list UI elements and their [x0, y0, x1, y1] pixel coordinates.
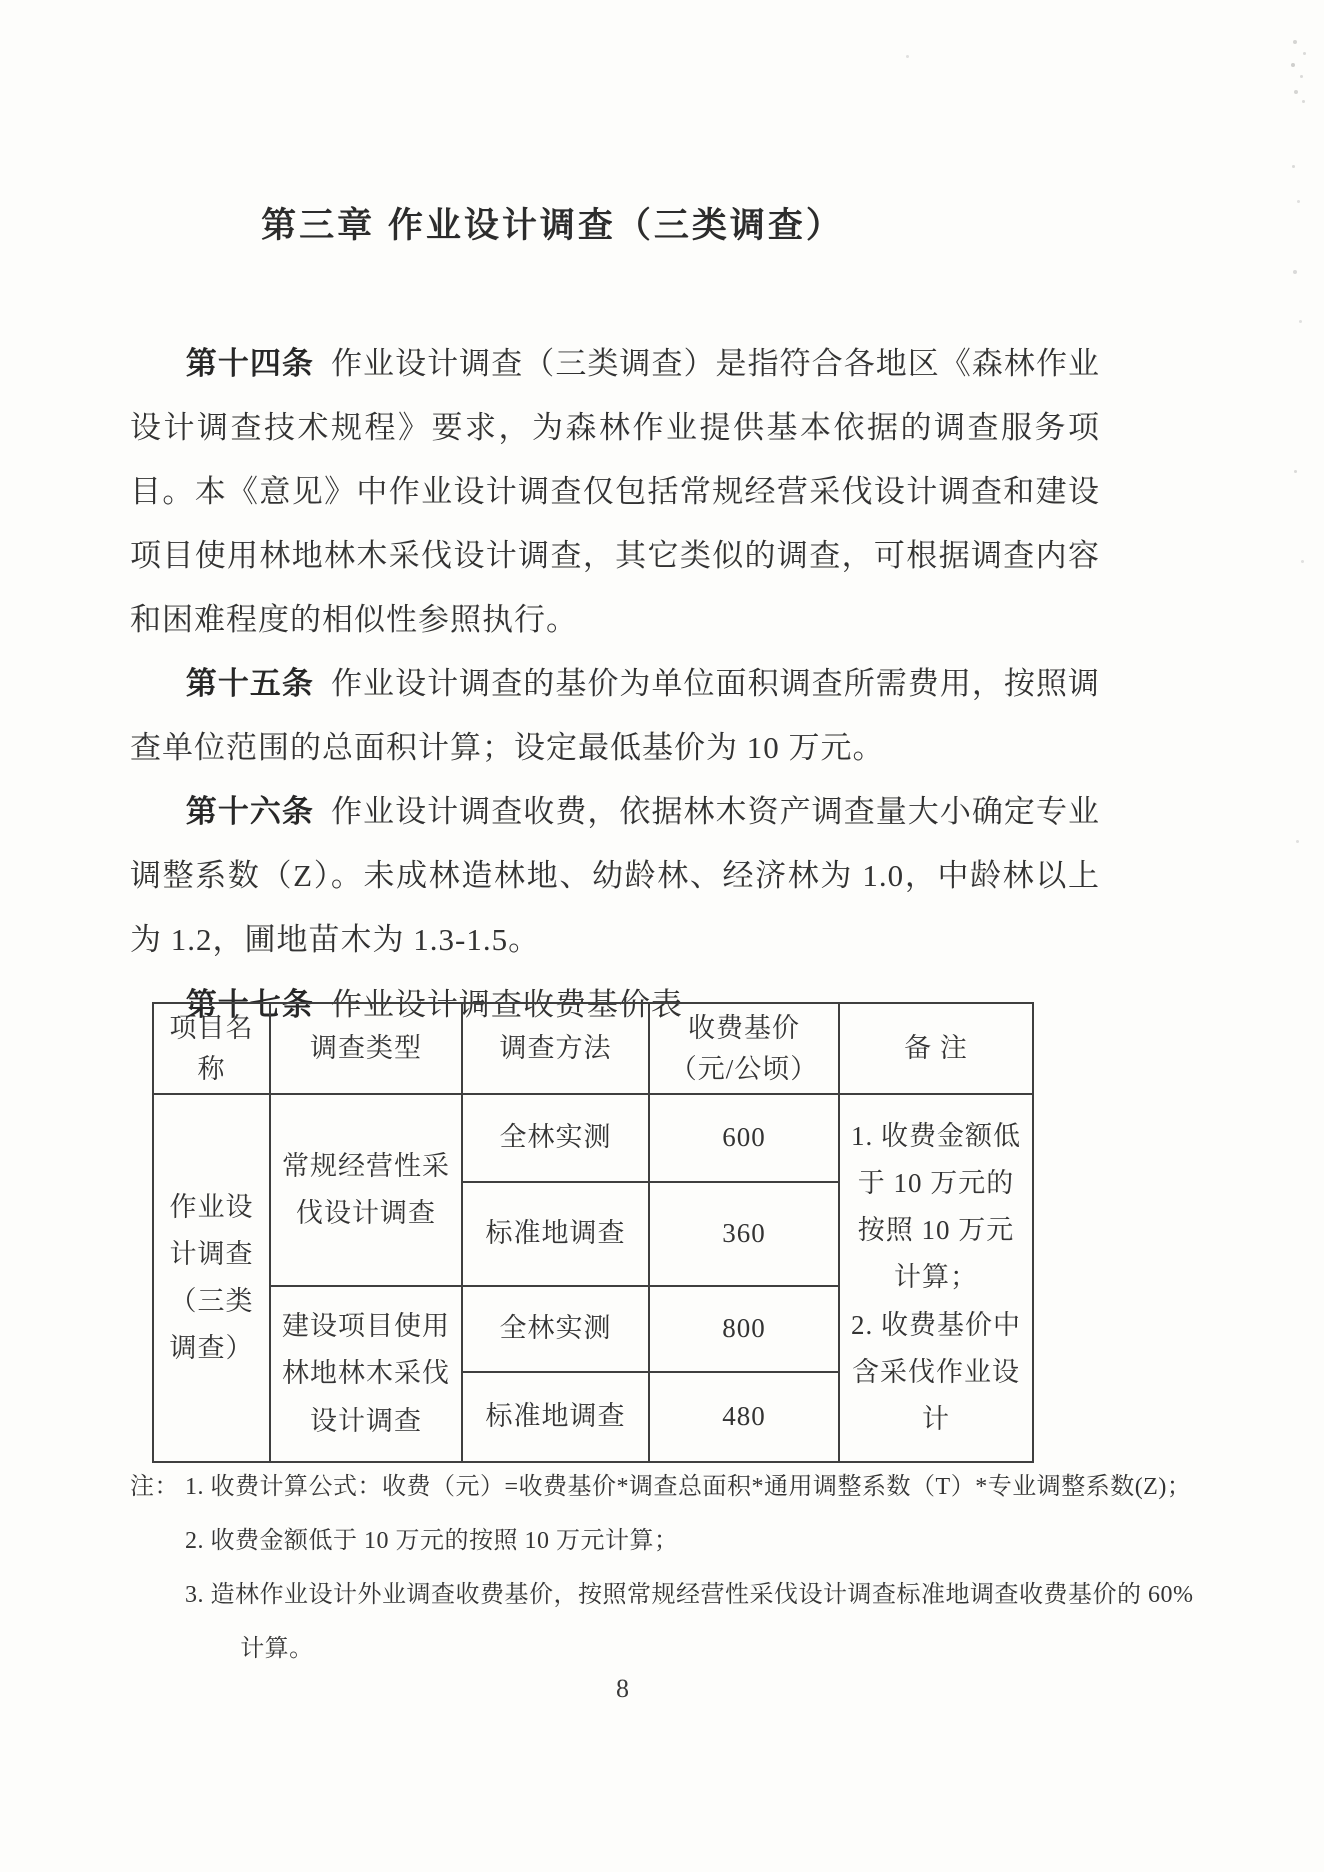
note-item-1: 1. 收费计算公式：收费（元）=收费基价*调查总面积*通用调整系数（T）*专业调整系数(Z)； — [185, 1474, 1192, 1500]
remark-item-2: 2. 收费基价中含采伐作业设计 — [851, 1309, 1021, 1435]
remark-item-1: 1. 收费金额低于 10 万元的按照 10 万元计算； — [851, 1120, 1021, 1293]
scan-speck — [1303, 52, 1306, 55]
scan-speck — [1291, 63, 1295, 67]
scan-speck — [1301, 560, 1304, 563]
cell-remarks — [839, 1094, 1033, 1462]
header-survey-type: 调查类型 — [270, 1003, 462, 1094]
article-14-text: 作业设计调查（三类调查）是指符合各地区《森林作业设计调查技术规程》要求，为森林作业提供基本依据的调查服务项目。本《意见》中作业设计调查仅包括常规经营采伐设计调查和建设项目使用林地林木采伐设计调查，其它类似的调查，可根据调查内容和困难程度的相似性参照执行。 — [130, 346, 1100, 637]
cell-method-2: 标准地调查 — [462, 1182, 649, 1286]
note-item-2: 2. 收费金额低于 10 万元的按照 10 万元计算； — [185, 1528, 679, 1554]
table-row — [153, 1094, 1033, 1182]
scan-speck — [1293, 40, 1297, 44]
scan-speck — [1293, 270, 1297, 274]
chapter-title: 第三章 作业设计调查（三类调查） — [261, 206, 844, 245]
cell-project-name: 作业设计调查（三类调查） — [153, 1094, 270, 1462]
article-17-label: 第十七条 — [185, 987, 314, 1022]
paragraph-article-15 — [130, 652, 1100, 780]
fee-base-price-table — [152, 1002, 1034, 1463]
cell-price-3: 800 — [649, 1286, 839, 1372]
cell-price-4: 480 — [649, 1372, 839, 1462]
scan-speck — [1294, 470, 1297, 473]
header-project-name: 项目名称 — [153, 1003, 270, 1094]
header-remarks: 备 注 — [839, 1003, 1033, 1094]
cell-method-1: 全林实测 — [462, 1094, 649, 1182]
cell-survey-type-1: 常规经营性采伐设计调查 — [270, 1094, 462, 1286]
scan-speck — [1297, 200, 1300, 203]
notes-label: 注： — [130, 1474, 179, 1500]
article-15-text: 作业设计调查的基价为单位面积调查所需费用，按照调查单位范围的总面积计算；设定最低基价为 10 万元。 — [130, 666, 1100, 765]
cell-price-2: 360 — [649, 1182, 839, 1286]
table-notes — [130, 1460, 1205, 1676]
scan-speck — [1296, 840, 1299, 843]
article-16-label: 第十六条 — [185, 794, 314, 829]
page-number: 8 — [616, 1674, 629, 1703]
header-base-price: 收费基价（元/公顷） — [649, 1003, 839, 1094]
notes-list — [185, 1460, 1205, 1676]
article-17-text: 作业设计调查收费基价表 — [330, 987, 683, 1022]
scan-speck — [1292, 165, 1295, 168]
scan-speck — [1302, 100, 1305, 103]
cell-price-1: 600 — [649, 1094, 839, 1182]
scan-speck — [906, 55, 909, 58]
table-header-row — [153, 1003, 1033, 1094]
scan-speck — [1300, 75, 1303, 78]
note-item-3: 3. 造林作业设计外业调查收费基价，按照常规经营性采伐设计调查标准地调查收费基价的 60% 计算。 — [185, 1582, 1194, 1662]
article-14-label: 第十四条 — [185, 346, 314, 381]
cell-method-4: 标准地调查 — [462, 1372, 649, 1462]
cell-survey-type-2: 建设项目使用林地林木采伐设计调查 — [270, 1286, 462, 1462]
body-text — [130, 332, 1100, 1037]
paragraph-article-14 — [130, 332, 1100, 652]
header-survey-method: 调查方法 — [462, 1003, 649, 1094]
scan-speck — [1299, 320, 1302, 323]
scan-speck — [1294, 90, 1298, 94]
cell-method-3: 全林实测 — [462, 1286, 649, 1372]
article-16-text: 作业设计调查收费，依据林木资产调查量大小确定专业调整系数（Z）。未成林造林地、幼龄林、经济林为 1.0，中龄林以上为 1.2，圃地苗木为 1.3-1.5。 — [130, 794, 1100, 957]
paragraph-article-16 — [130, 780, 1100, 972]
article-15-label: 第十五条 — [185, 666, 314, 701]
